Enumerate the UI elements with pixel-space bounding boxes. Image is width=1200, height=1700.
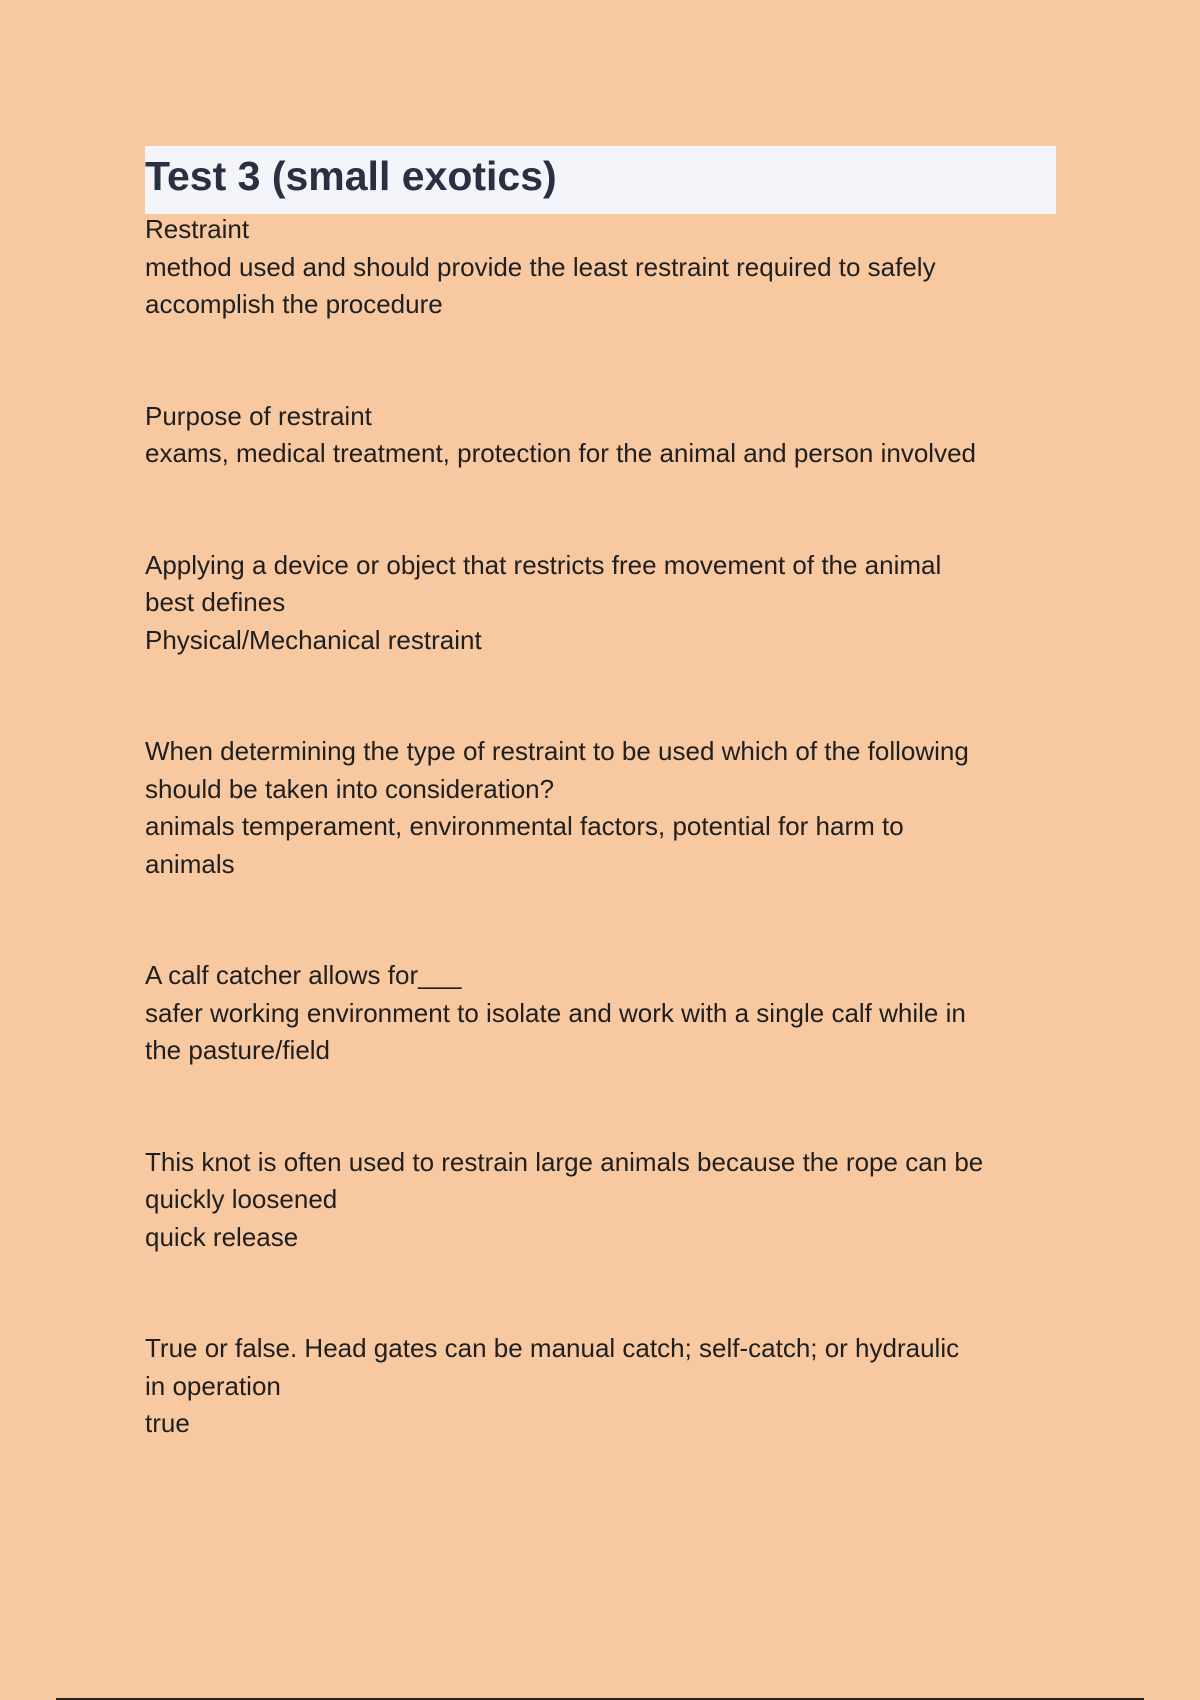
flashcard-3	[145, 547, 1070, 660]
flashcard-term: This knot is often used to restrain large animals because the rope can be quickly loosened	[145, 1146, 984, 1214]
flashcard-term: When determining the type of restraint to be used which of the following should be taken into consideration?	[145, 736, 969, 804]
flashcard-term: Restraint	[145, 214, 250, 244]
flashcard-term: A calf catcher allows for___	[145, 960, 462, 990]
page-title: Test 3 (small exotics)	[145, 153, 557, 199]
flashcard-definition: quick release	[145, 1221, 299, 1252]
flashcard-5	[145, 957, 1070, 1070]
flashcard-definition: exams, medical treatment, protection for the animal and person involved	[145, 438, 976, 468]
title-banner	[145, 146, 1056, 214]
flashcard-definition: Physical/Mechanical restraint	[145, 624, 482, 655]
flashcard-4	[145, 733, 1070, 883]
flashcard-6	[145, 1144, 1070, 1257]
flashcard-term: Purpose of restraint	[145, 400, 372, 431]
flashcard-1	[145, 211, 1070, 324]
flashcard-definition: true	[145, 1408, 190, 1438]
flashcard-term: True or false. Head gates can be manual catch; self-catch; or hydraulic in operation	[145, 1333, 960, 1401]
flashcard-definition: animals temperament, environmental factors, potential for harm to animals	[145, 811, 904, 879]
flashcard-7	[145, 1330, 1070, 1443]
flashcard-definition: method used and should provide the least restraint required to safely accomplish the procedure	[145, 251, 936, 319]
flashcard-2	[145, 398, 1070, 473]
flashcard-definition: safer working environment to isolate and work with a single calf while in the pasture/field	[145, 997, 966, 1065]
flashcard-list	[145, 211, 1070, 1443]
flashcard-term: Applying a device or object that restricts free movement of the animal best defines	[145, 549, 942, 617]
